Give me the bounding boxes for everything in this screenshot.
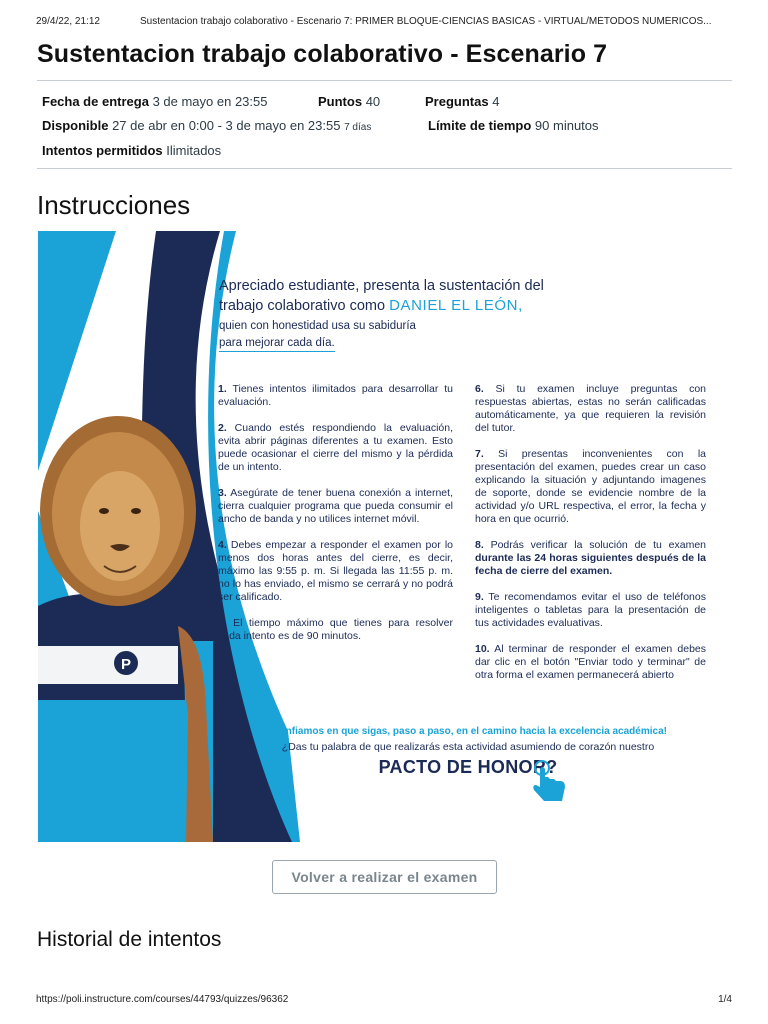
greeting-sub-2-wrap — [219, 335, 619, 352]
instructions-column-right — [475, 383, 706, 695]
available-label: Disponible — [42, 118, 109, 133]
available-value: 27 de abr en 0:00 - 3 de mayo en 23:55 — [112, 118, 341, 133]
attempts-label: Intentos permitidos — [42, 143, 163, 158]
closing-question: ¿Das tu palabra de que realizarás esta actividad asumiendo de corazón nuestro — [281, 741, 655, 753]
attempt-history-heading: Historial de intentos — [37, 928, 222, 951]
instruction-item: 10. Al terminar de responder el examen debes dar clic en el botón "Enviar todo y terminar" de otra forma el examen permanecerá abierto — [475, 643, 706, 681]
instruction-item: 4. Debes empezar a responder el examen por lo menos dos horas antes del cierre, es decir, máximo las 9:55 p. m. Si llegada las 11:55 p. m. no lo has enviado, el mismo se cerrará y no podrá ser calificado. — [218, 539, 454, 603]
greeting-line-2-text: trabajo colaborativo como — [219, 298, 390, 314]
instruction-item: 5. El tiempo máximo que tienes para resolver cada intento es de 90 minutos. — [218, 617, 453, 642]
points-value: 40 — [365, 94, 381, 109]
instruction-item: 3. Asegúrate de tener buena conexión a internet, cierra cualquier programa que pueda consumir el ancho de banda y no utilices internet móvil. — [218, 487, 453, 525]
closing-block — [238, 726, 698, 778]
print-footer — [36, 994, 732, 1005]
greeting-line-2 — [219, 296, 619, 316]
greeting-sub-2: para mejorar cada día. — [219, 337, 335, 352]
print-url: https://poli.instructure.com/courses/44793/quizzes/96362 — [36, 994, 289, 1005]
available-days: 7 días — [344, 122, 372, 133]
print-document-title: Sustentacion trabajo colaborativo - Escenario 7: PRIMER BLOQUE-CIENCIAS BASICAS - VIRTUAL/MÉTODOS NUMÉRICOS... — [140, 16, 712, 27]
print-header — [36, 16, 732, 27]
divider-bottom — [37, 168, 732, 169]
instruction-item: 8. Podrás verificar la solución de tu examen durante las 24 horas siguientes después de la fecha de cierre del examen. — [475, 539, 707, 577]
available-meta — [42, 118, 371, 133]
quiz-meta-row-1 — [42, 94, 267, 109]
questions-value: 4 — [492, 94, 500, 109]
greeting-block — [219, 277, 619, 352]
points-meta — [318, 94, 380, 109]
greeting-sub-1: quien con honestidad usa su sabiduría — [219, 320, 416, 332]
instruction-item: 9. Te recomendamos evitar el uso de teléfonos inteligentes o tabletas para la presentación de tus actividades evaluativas. — [475, 591, 706, 629]
instruction-item: 7. Si presentas inconvenientes con la presentación del examen, puedes crear un caso explicando la situación y adjuntando imagenes de soporte, donde se evidencie nombre de la actividad y/o URL respectiva, el error, la fecha y hora en que ocurrió. — [475, 448, 706, 525]
questions-meta — [425, 94, 499, 109]
points-label: Puntos — [318, 94, 363, 109]
print-page-number: 1/4 — [718, 994, 732, 1005]
pointing-hand-icon — [532, 759, 568, 803]
attempts-meta — [42, 143, 221, 158]
instructions-column-left — [218, 383, 453, 656]
greeting-name: DANIEL EL LEÓN, — [389, 297, 523, 314]
attempts-value: Ilimitados — [166, 143, 222, 158]
page-title: Sustentacion trabajo colaborativo - Escenario 7 — [37, 40, 608, 68]
instruction-item: 6. Si tu examen incluye preguntas con respuestas abiertas, estas no serán calificadas automáticamente, ya que requieren la revisión del tutor. — [475, 383, 706, 434]
instructions-heading: Instrucciones — [37, 190, 191, 220]
lion-mascot-image — [38, 416, 213, 842]
instruction-item: 2. Cuando estés respondiendo la evaluación, evita abrir páginas diferentes a tu examen. Esto puede ocasionar el cierre del mismo y la pérdida de un intento. — [218, 422, 453, 473]
instructions-banner — [38, 231, 733, 842]
time-limit-label: Límite de tiempo — [428, 118, 532, 133]
shirt-logo-text: P — [120, 656, 132, 673]
questions-label: Preguntas — [425, 94, 489, 109]
honor-pact: PACTO DE HONOR? — [378, 757, 558, 777]
time-limit-value: 90 minutos — [534, 118, 599, 133]
due-label: Fecha de entrega — [42, 94, 149, 109]
due-value: 3 de mayo en 23:55 — [152, 94, 268, 109]
greeting-line-1: Apreciado estudiante, presenta la sustentación del — [219, 278, 544, 294]
divider-top — [37, 80, 732, 81]
retake-quiz-button[interactable]: Volver a realizar el examen — [272, 860, 497, 894]
print-date: 29/4/22, 21:12 — [36, 16, 100, 27]
closing-line: ¡Confiamos en que sigas, paso a paso, en el camino hacia la excelencia académica! — [269, 726, 667, 737]
instruction-item: 1. Tienes intentos ilimitados para desarrollar tu evaluación. — [218, 383, 453, 408]
time-limit-meta — [428, 118, 599, 133]
